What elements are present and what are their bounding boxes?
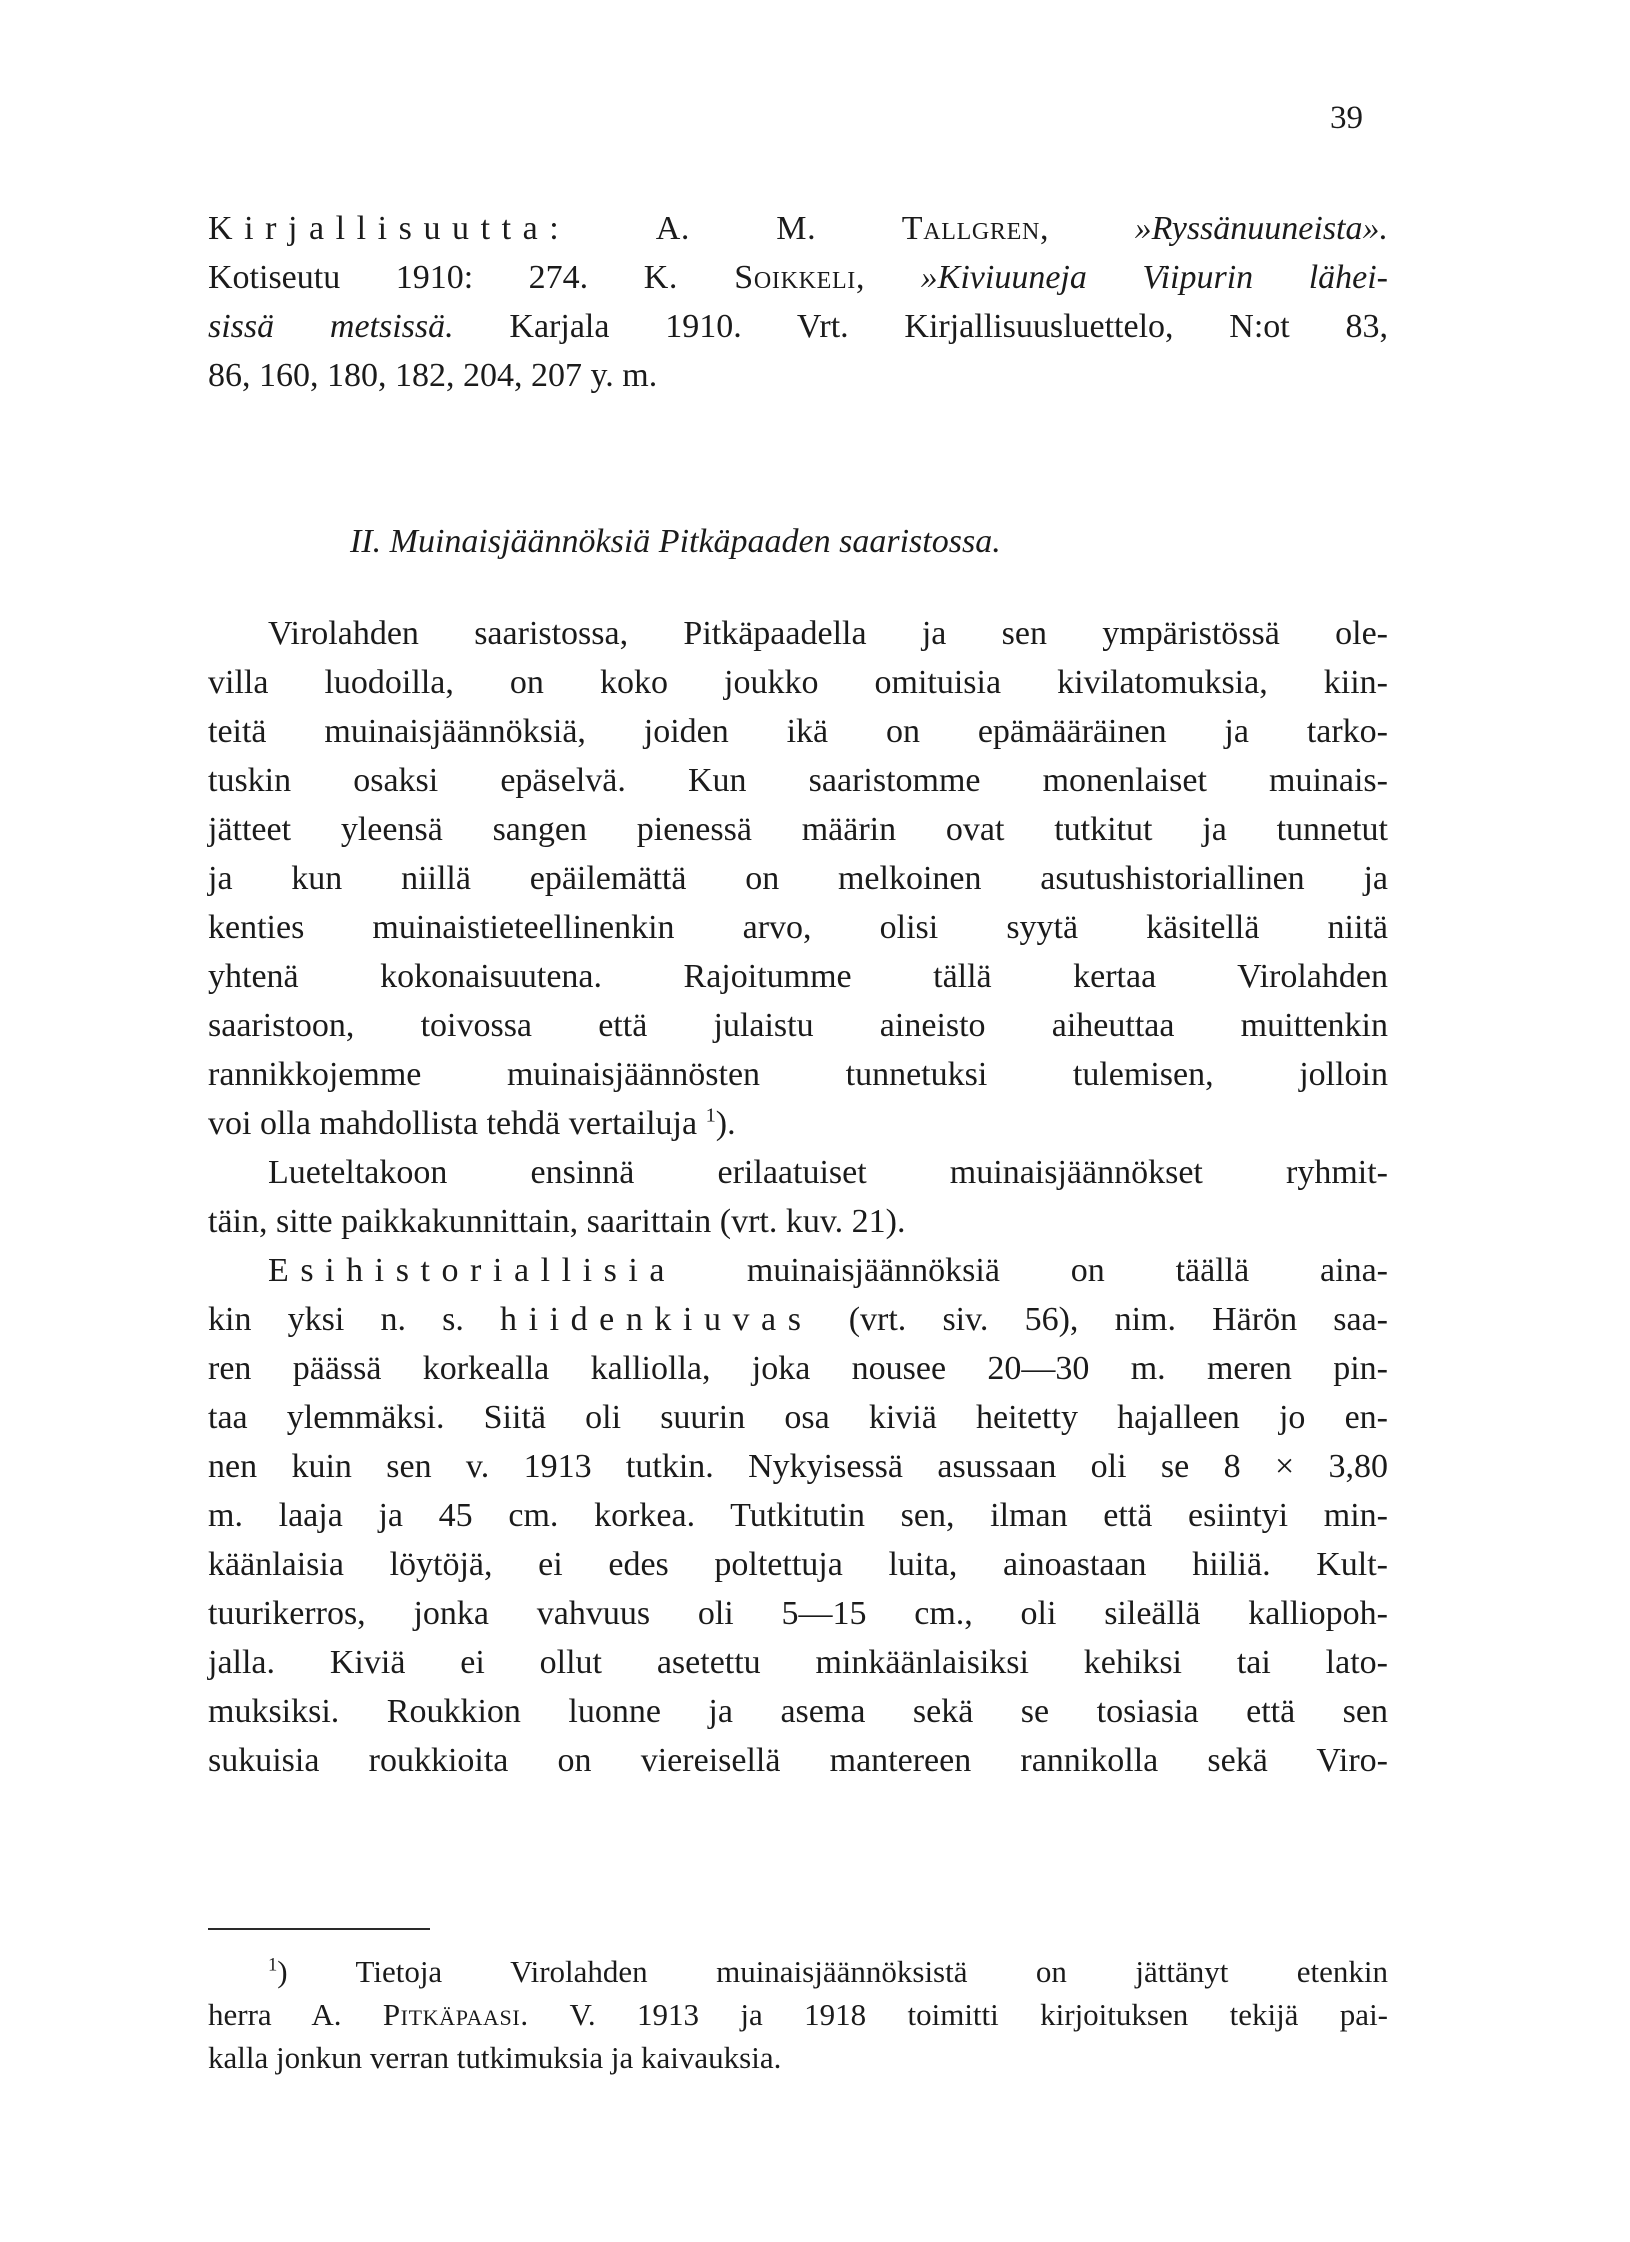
footnote-text: ) Tietoja Virolahden muinaisjäännöksistä on jättänyt etenkin [277, 1954, 1388, 1989]
body-line [208, 1099, 1388, 1148]
body-line: jätteet yleensä sangen pienessä määrin ovat tutkitut ja tunnetut [208, 811, 1388, 848]
section-heading: II. Muinaisjäännöksiä Pitkäpaaden saaristossa. [350, 523, 1001, 560]
footnote-mark: 1 [268, 1954, 278, 1976]
footnote-text: herra A. [208, 1997, 342, 2032]
body-text: kin yksi n. s. [208, 1301, 464, 1338]
reference-author: A. M. Tallgren, [655, 210, 1050, 247]
reference-author: K. Soikkeli, [643, 259, 866, 296]
body-line: yhtenä kokonaisuutena. Rajoitumme tällä kertaa Virolahden [208, 958, 1388, 995]
body-line: m. laaja ja 45 cm. korkea. Tutkitutin sen, ilman että esiintyi min- [208, 1497, 1388, 1534]
reference-source: Kotiseutu 1910: 274. [208, 259, 589, 296]
reference-source: Karjala 1910. Vrt. Kirjallisuusluettelo, N:ot 83, [509, 308, 1389, 345]
literature-line-3 [208, 302, 1388, 351]
body-line: Lueteltakoon ensinnä erilaatuiset muinaisjäännökset ryhmit- [268, 1154, 1388, 1191]
body-line: ja kun niillä epäilemättä on melkoinen asutushistoriallinen ja [208, 860, 1388, 897]
body-line: teitä muinaisjäännöksiä, joiden ikä on epämääräinen ja tarko- [208, 713, 1388, 750]
footnote-name: Pitkäpaasi. [382, 1997, 529, 2032]
body-line: muksiksi. Roukkion luonne ja asema sekä se tosiasia että sen [208, 1693, 1388, 1730]
spaced-term: Esihistoriallisia [268, 1252, 677, 1289]
body-line: tuurikerros, jonka vahvuus oli 5—15 cm., oli sileällä kalliopoh- [208, 1595, 1388, 1632]
body-line: sukuisia roukkioita on viereisellä mantereen rannikolla sekä Viro- [208, 1742, 1388, 1779]
body-line [268, 1246, 1388, 1295]
literature-lead: Kirjallisuutta: [208, 210, 571, 247]
footnote-divider [208, 1928, 430, 1930]
footnote-line [208, 1993, 1388, 2036]
body-text: muinaisjäännöksiä on täällä aina- [746, 1252, 1388, 1289]
body-line: täin, sitte paikkakunnittain, saarittain (vrt. kuv. 21). [208, 1203, 906, 1240]
footnote-reference: 1 [705, 1104, 716, 1127]
footnote-line: kalla jonkun verran tutkimuksia ja kaivauksia. [208, 2040, 782, 2075]
footnote-text: V. 1913 ja 1918 toimitti kirjoituksen tekijä pai- [569, 1997, 1388, 2032]
spaced-term: hiidenkiuvas [500, 1301, 813, 1338]
literature-line-1 [208, 204, 1388, 253]
body-line: jalla. Kiviä ei ollut asetettu minkäänlaisiksi kehiksi tai lato- [208, 1644, 1388, 1681]
reference-title: »Ryssänuuneista». [1134, 210, 1389, 247]
body-line: taa ylemmäksi. Siitä oli suurin osa kiviä heitetty hajalleen jo en- [208, 1399, 1388, 1436]
page-number: 39 [1330, 100, 1363, 136]
body-line: käänlaisia löytöjä, ei edes poltettuja luita, ainoastaan hiiliä. Kult- [208, 1546, 1388, 1583]
body-text: voi olla mahdollista tehdä vertailuja [208, 1105, 698, 1142]
body-line: kenties muinaistieteellinenkin arvo, olisi syytä käsitellä niitä [208, 909, 1388, 946]
body-text: (vrt. siv. 56), nim. Härön saa- [848, 1301, 1389, 1338]
body-line: nen kuin sen v. 1913 tutkin. Nykyisessä asussaan oli se 8 × 3,80 [208, 1448, 1388, 1485]
body-text: ). [715, 1105, 736, 1142]
body-line: tuskin osaksi epäselvä. Kun saaristomme monenlaiset muinais- [208, 762, 1388, 799]
body-line: Virolahden saaristossa, Pitkäpaadella ja sen ympäristössä ole- [268, 615, 1388, 652]
reference-title: »Kiviuuneja Viipurin lähei- [920, 259, 1388, 296]
literature-line-2 [208, 253, 1388, 302]
body-line: rannikkojemme muinaisjäännösten tunnetuksi tulemisen, jolloin [208, 1056, 1388, 1093]
body-line [208, 1295, 1388, 1344]
body-line: ren päässä korkealla kalliolla, joka nousee 20—30 m. meren pin- [208, 1350, 1388, 1387]
footnote-line [268, 1950, 1388, 1993]
body-line: villa luodoilla, on koko joukko omituisia kivilatomuksia, kiin- [208, 664, 1388, 701]
literature-line-4: 86, 160, 180, 182, 204, 207 y. m. [208, 357, 658, 394]
body-line: saaristoon, toivossa että julaistu aineisto aiheuttaa muittenkin [208, 1007, 1388, 1044]
reference-title: sissä metsissä. [208, 308, 454, 345]
